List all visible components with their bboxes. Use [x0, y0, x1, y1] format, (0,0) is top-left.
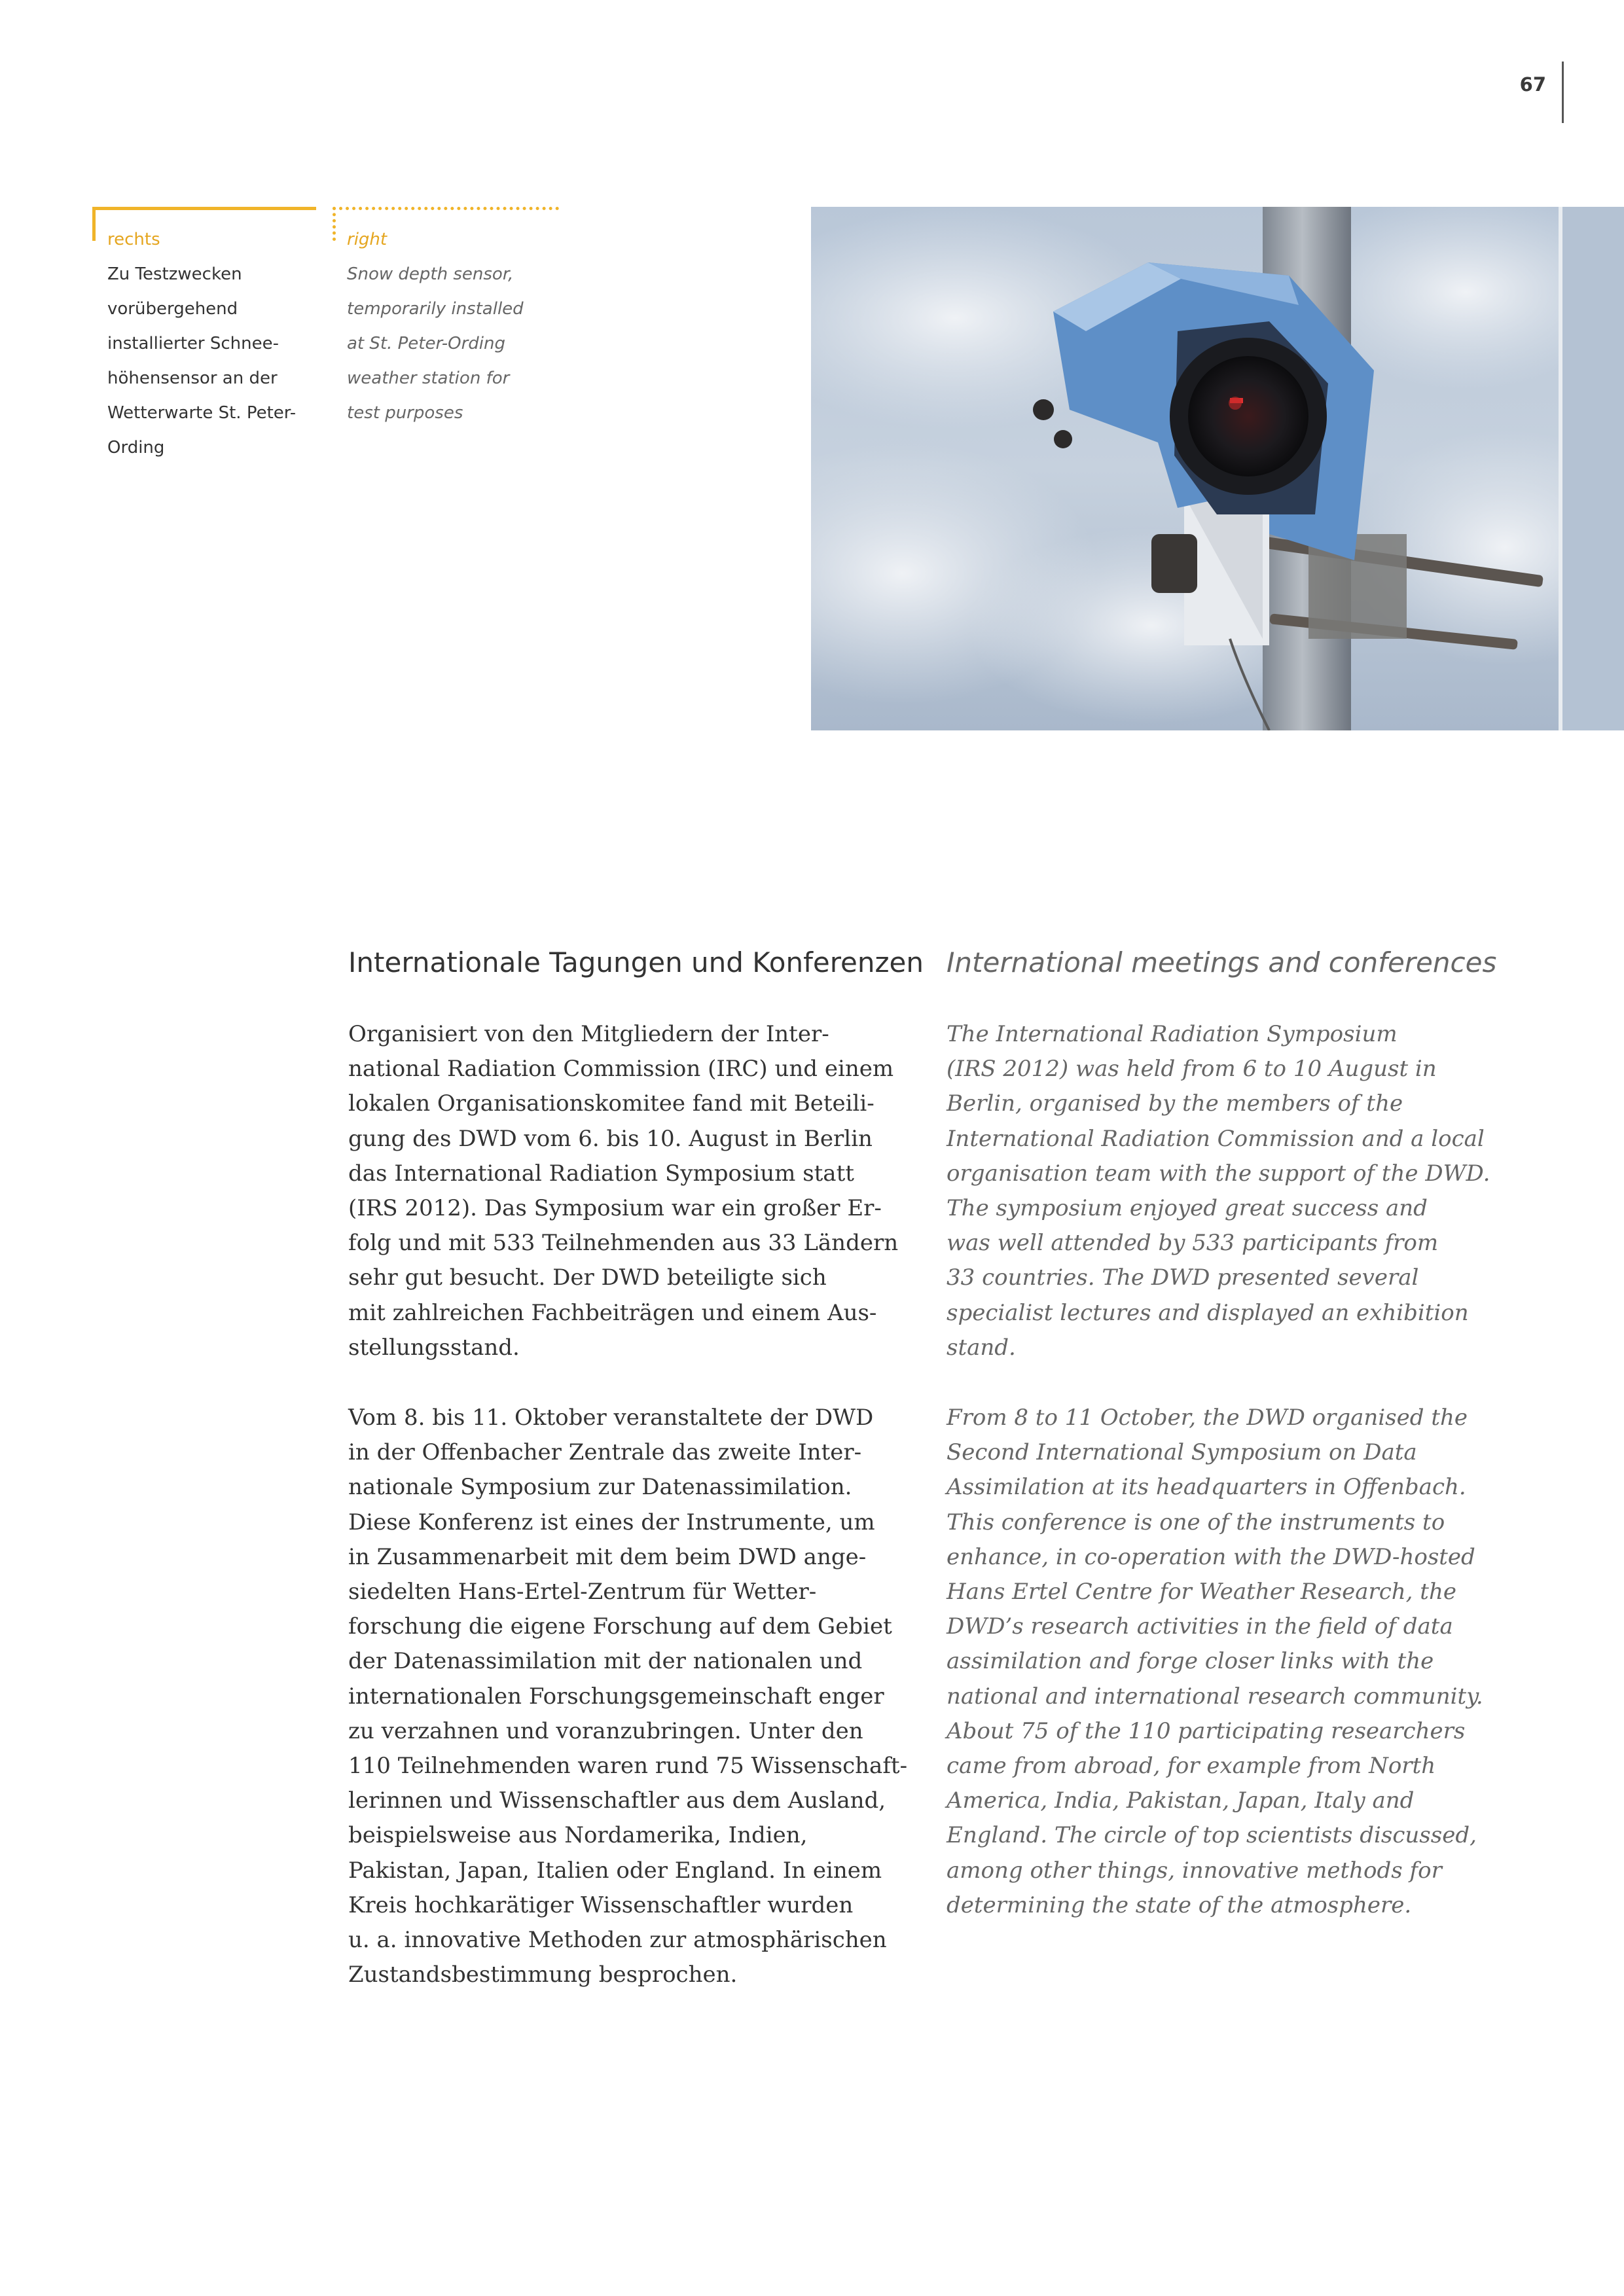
text-line: (IRS 2012) was held from 6 to 10 August in	[947, 1056, 1437, 1083]
caption-de-line: vorübergehend	[107, 299, 238, 319]
text-line: siedelten Hans-Ertel-Zentrum für Wetter-	[348, 1579, 817, 1605]
text-line: organisation team with the support of the DWD.	[947, 1160, 1490, 1187]
text-line: enhance, in co-operation with the DWD-hosted	[947, 1543, 1475, 1570]
text-line: assimilation and forge closer links with the	[947, 1648, 1434, 1675]
text-line: Pakistan, Japan, Italien oder England. In einem	[348, 1857, 882, 1884]
text-line: DWD’s research activities in the field of data	[947, 1613, 1453, 1640]
text-line: beispielsweise aus Nordamerika, Indien,	[348, 1822, 808, 1849]
section-heading-en: International meetings and conferences	[947, 946, 1497, 978]
caption-en	[347, 223, 563, 431]
text-line: gung des DWD vom 6. bis 10. August in Berlin	[348, 1125, 873, 1152]
text-line: The symposium enjoyed great success and	[947, 1195, 1428, 1222]
text-line: From 8 to 11 October, the DWD organised the	[947, 1405, 1468, 1431]
text-line: specialist lectures and displayed an exhibition	[947, 1299, 1469, 1326]
paragraph-de-2	[348, 1401, 907, 1992]
text-line: mit zahlreichen Fachbeiträgen und einem Aus-	[348, 1299, 877, 1326]
caption-en-line: at St. Peter-Ording	[347, 334, 505, 353]
text-line: national Radiation Commission (IRC) und einem	[348, 1056, 894, 1083]
text-line: Diese Konferenz ist eines der Instrumente, um	[348, 1509, 875, 1535]
text-line: Assimilation at its headquarters in Offenbach.	[947, 1474, 1466, 1501]
text-line: lokalen Organisationskomitee fand mit Beteili-	[348, 1090, 875, 1117]
caption-en-label: right	[347, 230, 388, 249]
text-line: folg und mit 533 Teilnehmenden aus 33 Ländern	[348, 1230, 899, 1257]
text-line: Second International Symposium on Data	[947, 1439, 1417, 1466]
text-line: das International Radiation Symposium statt	[348, 1160, 854, 1187]
caption-de-line: Ording	[107, 438, 165, 457]
text-line: 33 countries. The DWD presented several	[947, 1265, 1419, 1291]
text-line: u. a. innovative Methoden zur atmosphärischen	[348, 1927, 887, 1954]
text-line: Hans Ertel Centre for Weather Research, the	[947, 1579, 1456, 1605]
text-line: in der Offenbacher Zentrale das zweite Inter-	[348, 1439, 862, 1466]
text-line: Organisiert von den Mitgliedern der Inter-	[348, 1021, 829, 1047]
snow-depth-sensor-photo	[811, 207, 1624, 730]
text-line: zu verzahnen und voranzubringen. Unter den	[348, 1717, 863, 1744]
text-line: International Radiation Commission and a local	[947, 1125, 1485, 1152]
text-line: in Zusammenarbeit mit dem beim DWD ange-	[348, 1543, 867, 1570]
text-line: England. The circle of top scientists discussed,	[947, 1822, 1477, 1849]
paragraph-en-1	[947, 1017, 1490, 1365]
paragraph-de-1	[348, 1017, 898, 1365]
caption-de-line: Wetterwarte St. Peter-	[107, 403, 297, 423]
text-line: sehr gut besucht. Der DWD beteiligte sich	[348, 1265, 827, 1291]
text-line: nationale Symposium zur Datenassimilation.	[348, 1474, 852, 1501]
caption-en-line: Snow depth sensor,	[347, 264, 514, 284]
text-line: came from abroad, for example from North	[947, 1753, 1436, 1780]
section-heading-de: Internationale Tagungen und Konferenzen	[348, 946, 924, 978]
text-line: Berlin, organised by the members of the	[947, 1090, 1403, 1117]
text-line: Kreis hochkarätiger Wissenschaftler wurden	[348, 1892, 854, 1918]
paragraph-en-2	[947, 1401, 1483, 1923]
caption-de-line: Zu Testzwecken	[107, 264, 242, 284]
text-line: stand.	[947, 1334, 1016, 1361]
text-line: (IRS 2012). Das Symposium war ein großer Er-	[348, 1195, 882, 1222]
caption-de-line: installierter Schnee-	[107, 334, 280, 353]
text-line: was well attended by 533 participants from	[947, 1230, 1439, 1257]
caption-en-line: temporarily installed	[347, 299, 524, 319]
text-line: internationalen Forschungsgemeinschaft enger	[348, 1683, 884, 1710]
caption-de-label: rechts	[107, 230, 160, 249]
text-line: The International Radiation Symposium	[947, 1021, 1398, 1047]
caption-de	[107, 223, 317, 465]
text-line: Vom 8. bis 11. Oktober veranstaltete der DWD	[348, 1405, 874, 1431]
caption-en-line: weather station for	[347, 368, 510, 388]
page-number-rule	[1562, 62, 1564, 123]
text-line: Zustandsbestimmung besprochen.	[348, 1962, 738, 1988]
text-line: determining the state of the atmosphere.	[947, 1892, 1412, 1918]
text-line: stellungsstand.	[348, 1334, 520, 1361]
text-line: America, India, Pakistan, Japan, Italy and	[947, 1787, 1415, 1814]
text-line: der Datenassimilation mit der nationalen und	[348, 1648, 863, 1675]
caption-en-line: test purposes	[347, 403, 463, 423]
text-line: among other things, innovative methods for	[947, 1857, 1442, 1884]
text-line: About 75 of the 110 participating researchers	[947, 1717, 1466, 1744]
text-line: forschung die eigene Forschung auf dem Gebiet	[348, 1613, 892, 1640]
text-line: national and international research community.	[947, 1683, 1483, 1710]
text-line: This conference is one of the instruments to	[947, 1509, 1445, 1535]
text-line: lerinnen und Wissenschaftler aus dem Ausland,	[348, 1787, 886, 1814]
text-line: 110 Teilnehmenden waren rund 75 Wissenschaft-	[348, 1753, 908, 1780]
page-number: 67	[1519, 73, 1546, 96]
caption-de-line: höhensensor an der	[107, 368, 278, 388]
